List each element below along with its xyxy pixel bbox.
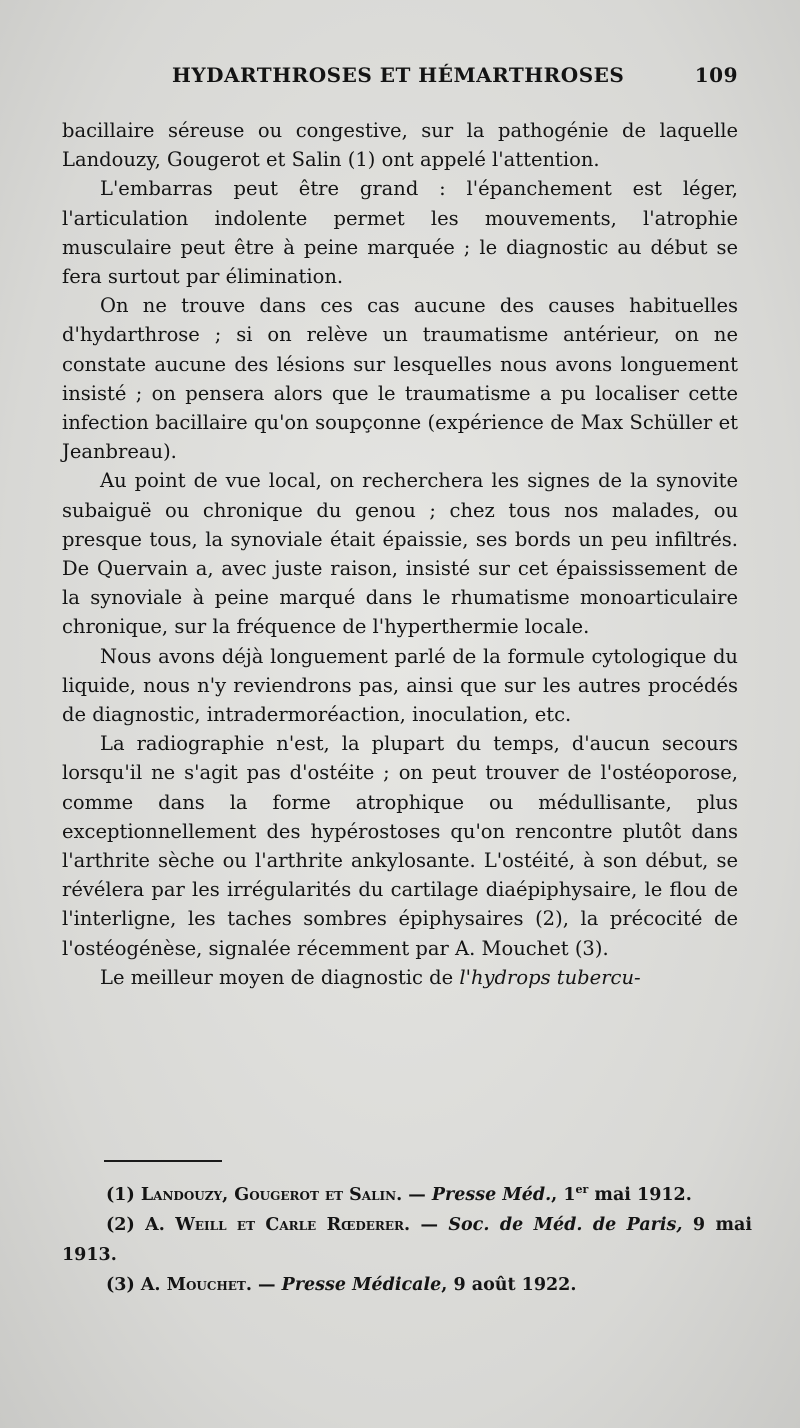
paragraph-3: On ne trouve dans ces cas aucune des causes habituelles d'hydarthrose ; si on relève un traumatisme antérieur, on ne constate aucune des lésions sur lesquelles nous avons longuement insisté ; on pensera alors que le traumatisme a pu localiser cette infection bacillaire qu'on soupçonne (expérience de Max Schüller et Jeanbreau).	[62, 294, 738, 464]
body-text	[62, 116, 738, 992]
paragraph-6: La radiographie n'est, la plupart du temps, d'aucun secours lorsqu'il ne s'agit pas d'ostéite ; on peut trouver de l'ostéoporose, comme dans la forme atrophique ou médullisante, plus exceptionnellement des hypérostoses qu'on rencontre plutôt dans l'arthrite sèche ou l'arthrite ankylosante. L'ostéité, à son début, se révélera par les irrégularités du cartilage diaépiphysaire, le flou de l'interligne, les taches sombres épiphysaires (2), la précocité de l'ostéogénèse, signalée récemment par A. Mouchet (3).	[62, 732, 738, 960]
paragraph-5: Nous avons déjà longuement parlé de la formule cytologique du liquide, nous n'y reviendrons pas, ainsi que sur les autres procédés de diagnostic, intradermoréaction, inoculation, etc.	[62, 644, 738, 727]
footnote-superscript: er	[575, 1183, 589, 1197]
footnote-1	[62, 1180, 752, 1210]
page-header	[172, 63, 738, 93]
footnote-marker: (3)	[106, 1275, 135, 1295]
footnote-rule	[104, 1160, 222, 1162]
footnote-authors: Landouzy, Gougerot et Salin.	[140, 1185, 403, 1205]
footnote-dash: —	[402, 1185, 432, 1205]
paragraph-2: L'embarras peut être grand : l'épanchement est léger, l'articulation indolente permet les mouvements, l'atrophie musculaire peut être à peine marquée ; le diagnostic au début se fera surtout par élimination.	[62, 177, 738, 289]
footnote-marker: (1)	[106, 1185, 135, 1205]
paragraph-4: Au point de vue local, on recherchera les signes de la synovite subaiguë ou chronique du genou ; chez tous nos malades, ou presque tous, la synoviale était épaissie, ses bords un peu infiltrés. De Quervain a, avec juste raison, insisté sur cet épaississement de la synoviale à peine marqué dans le rhumatisme monoarticulaire chronique, sur la fréquence de l'hyperthermie locale.	[62, 469, 738, 639]
running-title: HYDARTHROSES ET HÉMARTHROSES	[172, 63, 625, 87]
footnote-rest-end: mai 1912.	[588, 1185, 692, 1205]
footnote-dash: —	[251, 1275, 282, 1295]
paragraph-1: bacillaire séreuse ou congestive, sur la pathogénie de laquelle Landouzy, Gougerot et Salin (1) ont appelé l'attention.	[62, 119, 738, 172]
paragraph-7-italic: l'hydrops tubercu-	[459, 965, 641, 989]
paragraph-7-start: Le meilleur moyen de diagnostic de	[100, 965, 460, 989]
footnote-dash: —	[410, 1215, 449, 1235]
footnote-rest: 9 mai 1913.	[62, 1215, 752, 1265]
footnote-marker: (2)	[106, 1215, 135, 1235]
page-number: 109	[694, 63, 738, 87]
footnote-journal: Presse Méd.	[431, 1185, 552, 1205]
footnote-rest: , 9 août 1922.	[441, 1275, 577, 1295]
footnote-3	[62, 1270, 752, 1300]
paragraph-7	[62, 963, 738, 992]
footnote-journal: Soc. de Méd. de Paris,	[448, 1215, 683, 1235]
footnote-2	[62, 1210, 752, 1270]
footnotes	[62, 1180, 752, 1300]
footnote-authors: A. Mouchet.	[140, 1275, 252, 1295]
footnote-rest: , 1	[551, 1185, 576, 1205]
footnote-journal: Presse Médicale	[281, 1275, 442, 1295]
footnote-authors: A. Weill et Carle Rœderer.	[145, 1215, 411, 1235]
